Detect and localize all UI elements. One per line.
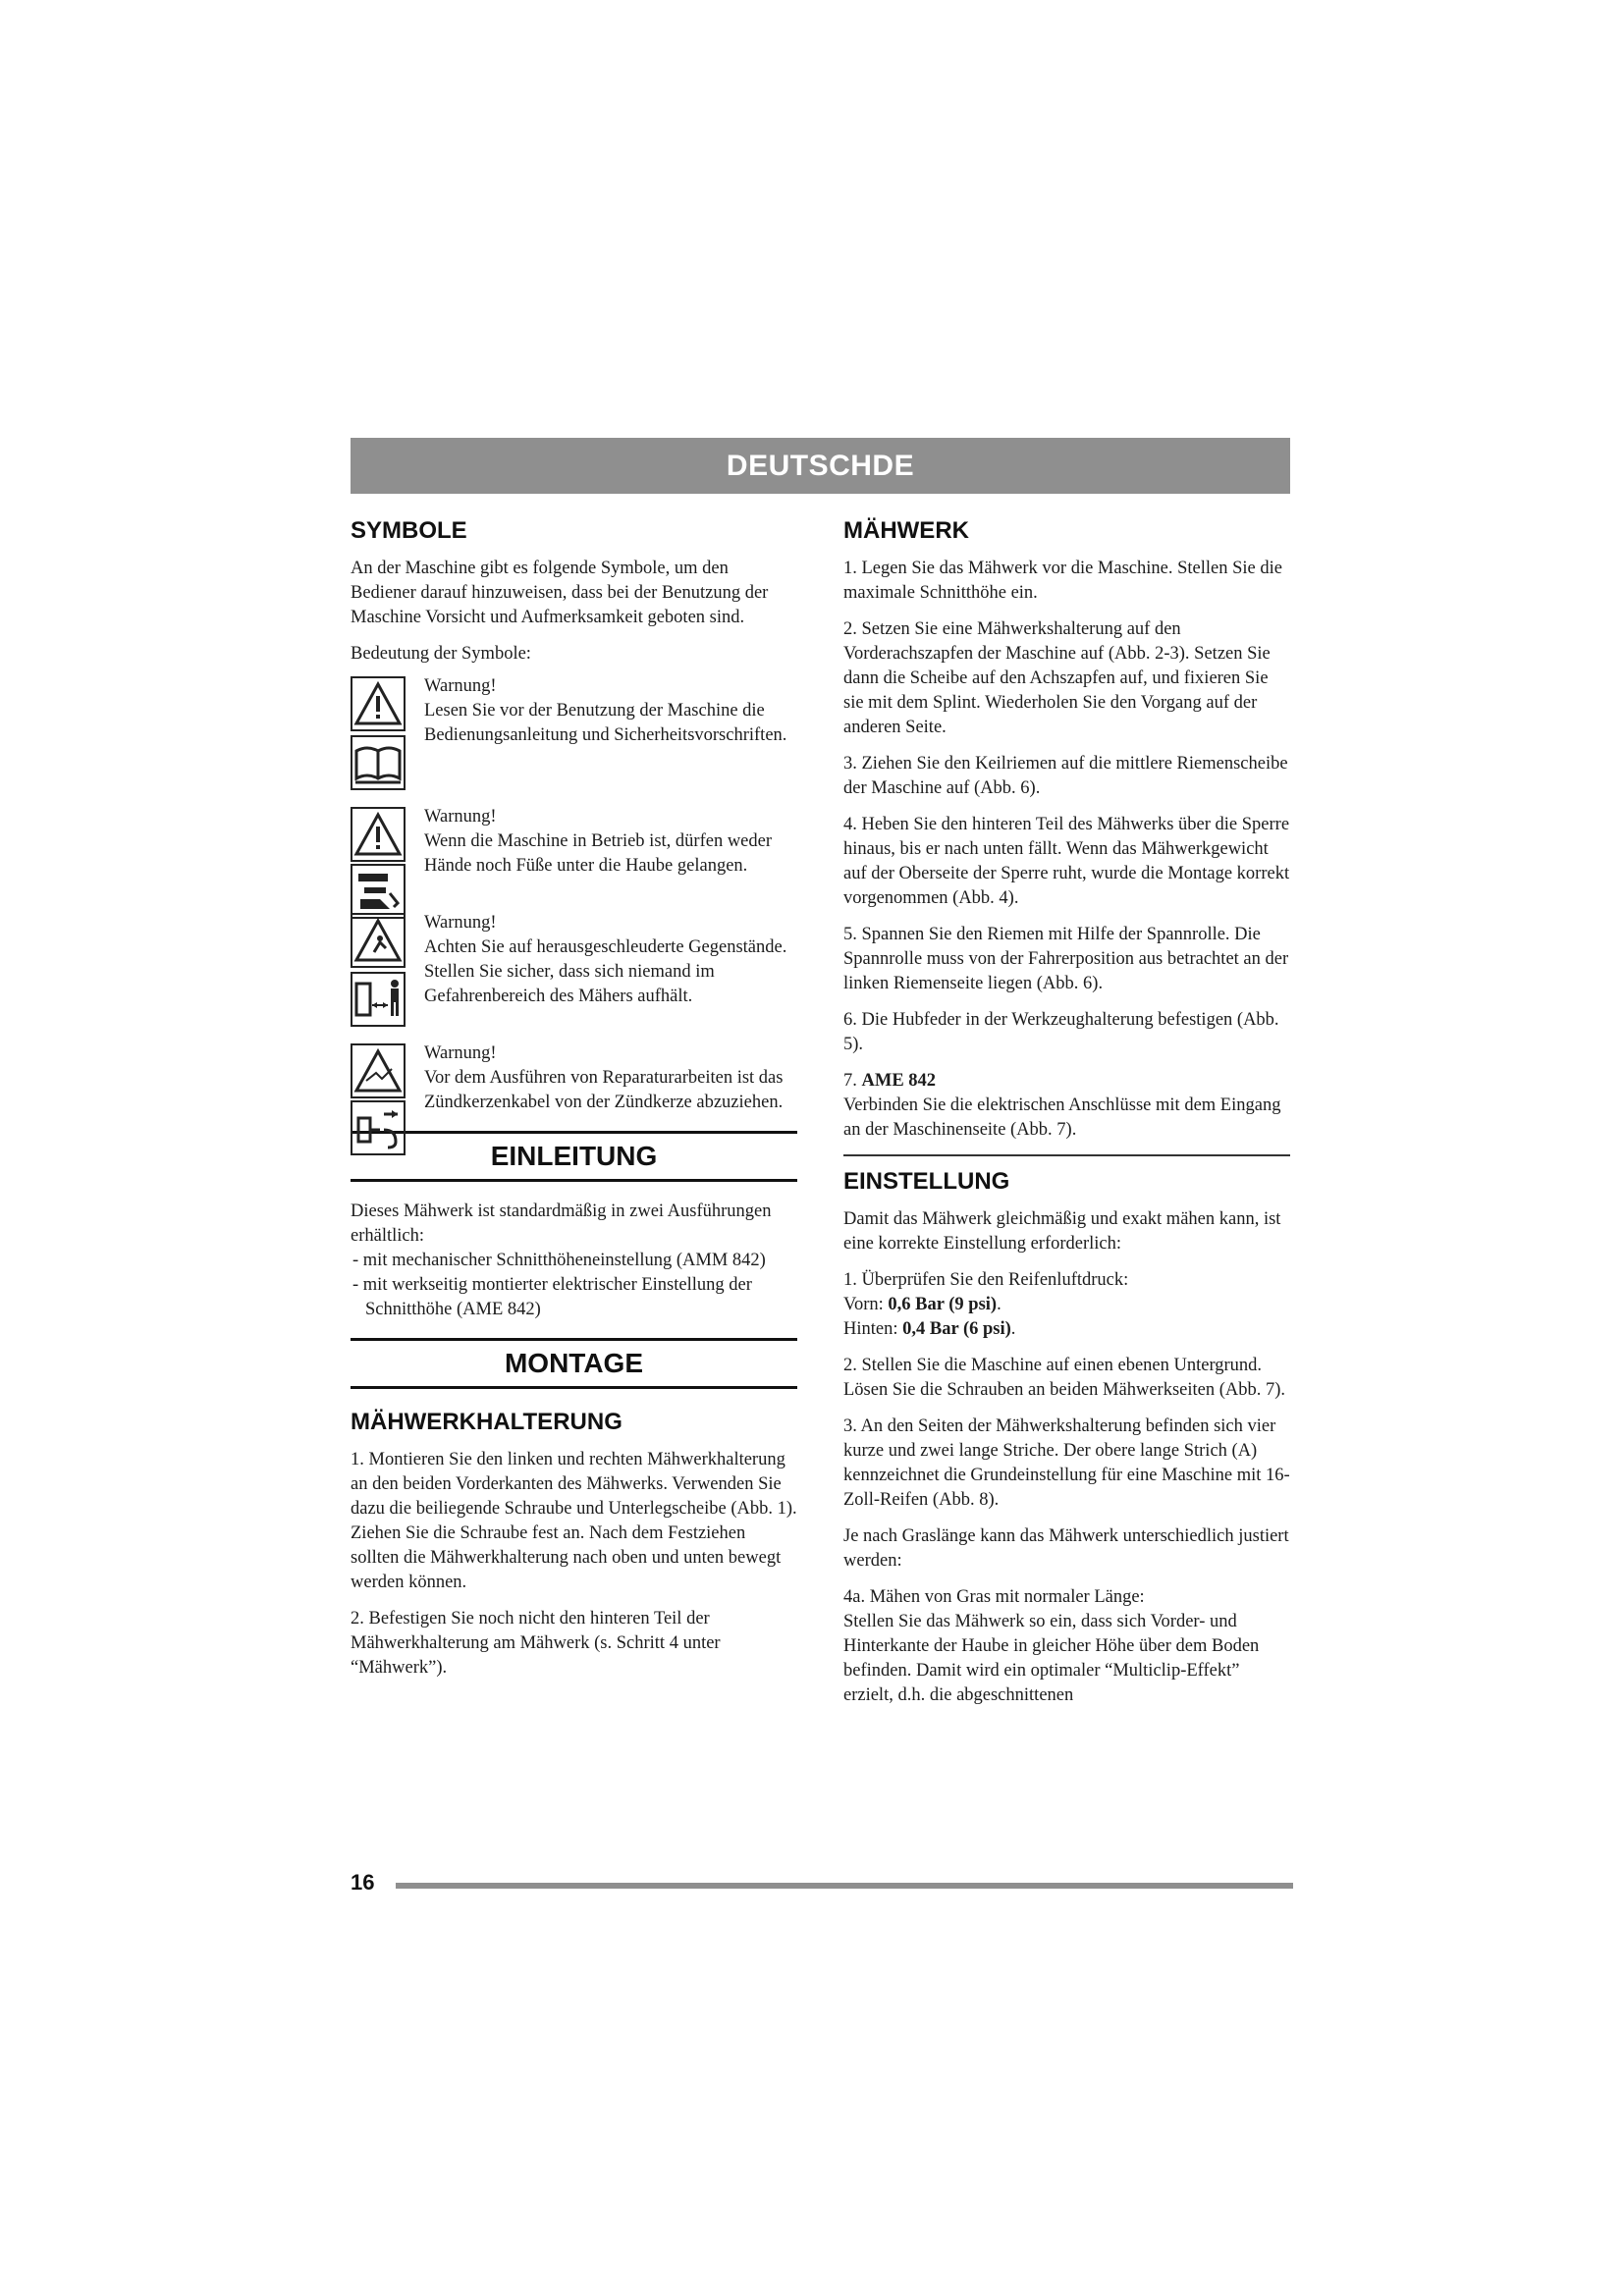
- thrown-objects-warning-icon: [351, 913, 406, 968]
- einstellung-heading: EINSTELLUNG: [843, 1168, 1010, 1195]
- manual-book-icon: [351, 735, 406, 790]
- maehwerk-para-1: 1. Legen Sie das Mähwerk vor die Maschine. Stellen Sie die maximale Schnitthöhe ein.: [843, 559, 1282, 603]
- rear-value: 0,4 Bar (6 psi): [902, 1319, 1011, 1339]
- einleitung-intro: Dieses Mähwerk ist standardmäßig in zwei Ausführungen erhältlich:: [351, 1201, 772, 1246]
- left-column: [351, 515, 797, 1692]
- maehwerk-para-6: 6. Die Hubfeder in der Werkzeughalterung befestigen (Abb. 5).: [843, 1010, 1279, 1054]
- einstellung-para-3: 3. An den Seiten der Mähwerkshalterung befinden sich vier kurze und zwei lange Striche. Der obere lange Strich (A) kennzeichnet die Grundeinstellung für eine Maschine mit 16-Zoll-Reifen (Abb. 8).: [843, 1416, 1290, 1510]
- warning-triangle-icon: [351, 807, 406, 862]
- step-7-label: AME 842: [861, 1071, 937, 1091]
- spark-plug-disconnect-icon: [351, 1100, 406, 1155]
- symbole-heading: SYMBOLE: [351, 517, 467, 544]
- einstellung-para-2: 2. Stellen Sie die Maschine auf einen ebenen Untergrund. Lösen Sie die Schrauben an beiden Mähwerkseiten (Abb. 7).: [843, 1356, 1286, 1400]
- safety-distance-icon: [351, 972, 406, 1027]
- symbol-3-text: Achten Sie auf herausgeschleuderte Gegenstände. Stellen Sie sicher, dass sich niemand im Gefahrenbereich des Mähers aufhält.: [424, 937, 787, 1006]
- symbol-entry-1: [351, 674, 797, 797]
- front-value: 0,6 Bar (9 psi): [888, 1295, 998, 1314]
- einstellung-intro: Damit das Mähwerk gleichmäßig und exakt mähen kann, ist eine korrekte Einstellung erforderlich:: [843, 1209, 1281, 1254]
- symbol-1-text: Lesen Sie vor der Benutzung der Maschine die Bedienungsanleitung und Sicherheitsvorschriften.: [424, 701, 787, 745]
- maehwerk-heading: MÄHWERK: [843, 517, 969, 544]
- page-number: 16: [351, 1870, 375, 1895]
- einstellung-step-4a-text: Stellen Sie das Mähwerk so ein, dass sich Vorder- und Hinterkante der Haube in gleicher Höhe über dem Boden befinden. Damit wird ein optimaler “Multiclip-Effekt” erzielt, d.h. die abgeschnittenen: [843, 1612, 1260, 1705]
- maehwerk-step-7: [843, 1069, 1290, 1094]
- einleitung-list: [351, 1249, 797, 1322]
- einstellung-step-4a-title: 4a. Mähen von Gras mit normaler Länge:: [843, 1587, 1145, 1607]
- warning-triangle-icon: [351, 676, 406, 731]
- einstellung-para-4: Je nach Graslänge kann das Mähwerk unterschiedlich justiert werden:: [843, 1526, 1289, 1571]
- list-item: - mit mechanischer Schnitthöheneinstellung (AMM 842): [351, 1249, 797, 1273]
- maehwerkhalterung-heading: MÄHWERKHALTERUNG: [351, 1409, 623, 1435]
- tire-pressure-rear: [843, 1317, 1290, 1342]
- footer-rule: [396, 1883, 1293, 1889]
- einstellung-section: [843, 1154, 1290, 1198]
- list-item: - mit werkseitig montierter elektrischer Einstellung der Schnitthöhe (AME 842): [351, 1273, 797, 1322]
- right-column: [843, 515, 1290, 1720]
- tire-pressure-front: [843, 1293, 1290, 1317]
- symbol-2-text: Wenn die Maschine in Betrieb ist, dürfen weder Hände noch Füße unter die Haube gelangen.: [424, 831, 773, 876]
- rear-label: Hinten:: [843, 1319, 898, 1339]
- symbole-intro: An der Maschine gibt es folgende Symbole, um den Bediener darauf hinzuweisen, dass bei der Benutzung der Maschine Vorsicht und Aufmerksamkeit geboten sind.: [351, 559, 769, 627]
- maehwerk-para-5: 5. Spannen Sie den Riemen mit Hilfe der Spannrolle. Die Spannrolle muss von der Fahrerposition aus betrachtet an der linken Riemenseite liegen (Abb. 6).: [843, 925, 1289, 993]
- rear-period: .: [1010, 1319, 1016, 1339]
- einstellung-step-1: 1. Überprüfen Sie den Reifenluftdruck:: [843, 1270, 1129, 1290]
- maehwerk-para-2: 2. Setzen Sie eine Mähwerkshalterung auf den Vorderachszapfen der Maschine auf (Abb. 2-3). Setzen Sie dann die Scheibe auf den Achszapfen auf, und fixieren Sie sie mit dem Splint. Wiederholen Sie den Vorgang auf der anderen Seite.: [843, 619, 1271, 737]
- maehwerk-para-4: 4. Heben Sie den hinteren Teil des Mähwerks über die Sperre hinaus, bis er nach unten fällt. Wenn das Mähwerkgewicht auf der Oberseite der Sperre ruht, wurde die Montage korrekt vorgenommen (Abb. 4).: [843, 815, 1290, 908]
- montage-heading: MONTAGE: [351, 1338, 797, 1389]
- symbol-3-title: Warnung!: [424, 913, 497, 933]
- maehwerk-step-7-text: Verbinden Sie die elektrischen Anschlüsse mit dem Eingang an der Maschinenseite (Abb. 7).: [843, 1095, 1281, 1140]
- montage-para-2: 2. Befestigen Sie noch nicht den hinteren Teil der Mähwerkhalterung am Mähwerk (s. Schritt 4 unter “Mähwerk”).: [351, 1609, 721, 1678]
- spark-plug-warning-icon: [351, 1043, 406, 1098]
- symbol-2-title: Warnung!: [424, 807, 497, 827]
- symbol-4-title: Warnung!: [424, 1043, 497, 1063]
- front-label: Vorn:: [843, 1295, 884, 1314]
- montage-para-1: 1. Montieren Sie den linken und rechten Mähwerkhalterung an den beiden Vorderkanten des Mähwerks. Verwenden Sie dazu die beiliegende Schraube und Unterlegscheibe (Abb. 1). Ziehen Sie die Schraube fest an. Nach dem Festziehen sollten die Mähwerkhalterung nach oben und unten bewegt werden können.: [351, 1450, 797, 1592]
- einleitung-heading: EINLEITUNG: [351, 1131, 797, 1182]
- symbol-entry-2: [351, 805, 797, 903]
- step-7-number: 7.: [843, 1071, 857, 1091]
- symbol-entry-3: [351, 911, 797, 1034]
- symbol-1-title: Warnung!: [424, 676, 497, 696]
- front-period: .: [997, 1295, 1001, 1314]
- maehwerk-para-3: 3. Ziehen Sie den Keilriemen auf die mittlere Riemenscheibe der Maschine auf (Abb. 6).: [843, 754, 1288, 798]
- symbol-entry-4: [351, 1041, 797, 1115]
- language-banner: DEUTSCHDE: [351, 438, 1290, 494]
- symbole-meaning-label: Bedeutung der Symbole:: [351, 644, 531, 664]
- symbol-4-text: Vor dem Ausführen von Reparaturarbeiten ist das Zündkerzenkabel von der Zündkerze abzuziehen.: [424, 1068, 784, 1112]
